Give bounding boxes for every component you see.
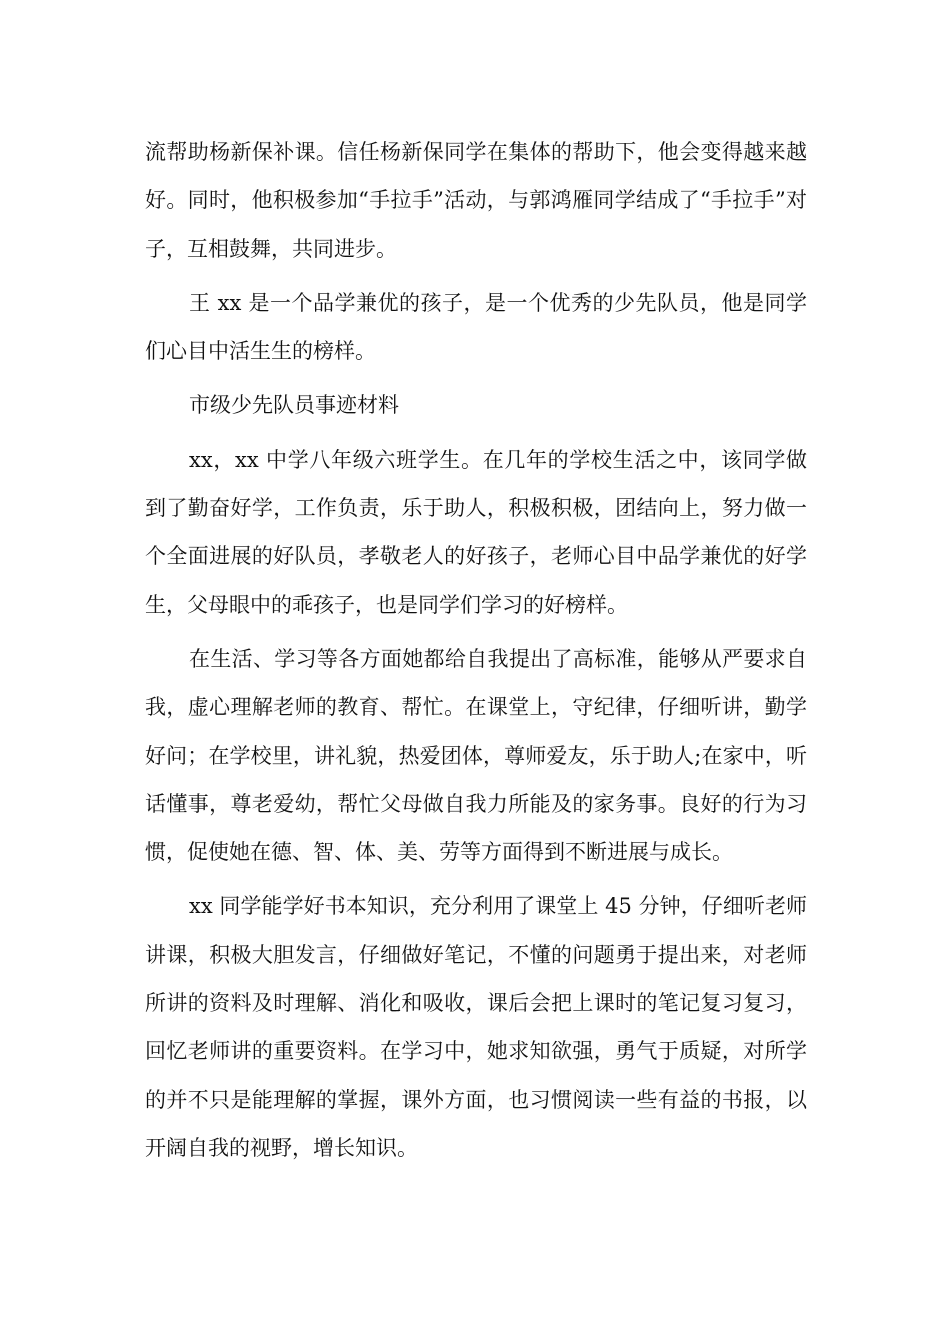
section-heading: 市级少先队员事迹材料: [189, 393, 399, 418]
paragraph: xx，xx 中学八年级六班学生。在几年的学校生活之中，该同学做到了勤奋好学，工作负责，乐于助人，积极积极，团结向上，努力做一个全面进展的好队员，孝敬老人的好孩子，老师心目中品学兼优的好学生，父母眼中的乖孩子，也是同学们学习的好榜样。: [145, 447, 807, 617]
paragraph-continuation: 流帮助杨新保补课。信任杨新保同学在集体的帮助下，他会变得越来越好。同时，他积极参加“手拉手”活动，与郭鸿雁同学结成了“手拉手”对子，互相鼓舞，共同进步。: [145, 140, 807, 261]
paragraph: 在生活、学习等各方面她都给自我提出了高标准，能够从严要求自我，虚心理解老师的教育、帮忙。在课堂上，守纪律，仔细听讲，勤学好问；在学校里，讲礼貌，热爱团体，尊师爱友，乐于助人;在家中，听话懂事，尊老爱幼，帮忙父母做自我力所能及的家务事。良好的行为习惯，促使她在德、智、体、美、劳等方面得到不断进展与成长。: [145, 646, 807, 865]
paragraph: xx 同学能学好书本知识，充分利用了课堂上 45 分钟，仔细听老师讲课，积极大胆发言，仔细做好笔记，不懂的问题勇于提出来，对老师所讲的资料及时理解、消化和吸收，课后会把上课时的笔记复习复习，回忆老师讲的重要资料。在学习中，她求知欲强，勇气于质疑，对所学的并不只是能理解的掌握，课外方面，也习惯阅读一些有益的书报，以开阔自我的视野，增长知识。: [145, 894, 807, 1160]
document-body: [145, 128, 807, 1178]
paragraph: 王 xx 是一个品学兼优的孩子，是一个优秀的少先队员，他是同学们心目中活生生的榜样。: [145, 290, 807, 364]
